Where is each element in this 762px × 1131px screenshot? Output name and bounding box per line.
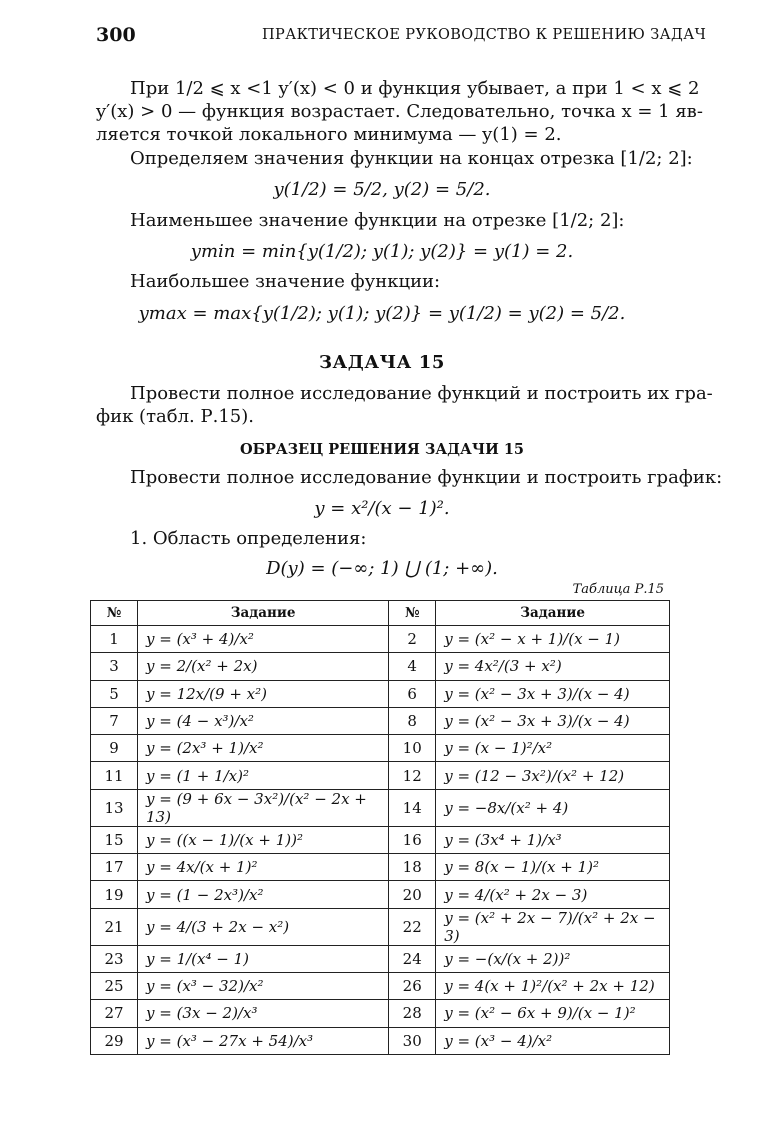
task-function-cell: y = 4(x + 1)²/(x² + 2x + 12) [436, 972, 670, 999]
paragraph-line: ляется точкой локального минимума — y(1) = 2. [96, 124, 562, 145]
task-number-cell: 24 [389, 945, 436, 972]
section-heading: ЗАДАЧА 15 [318, 352, 446, 373]
task-function-cell: y = (12 − 3x²)/(x² + 12) [436, 762, 670, 789]
task-function-cell: y = 1/(x⁴ − 1) [138, 945, 389, 972]
task-function-cell: y = (4 − x³)/x² [138, 707, 389, 734]
task-function-cell: y = 4/(3 + 2x − x²) [138, 908, 389, 945]
table-row [91, 854, 670, 881]
task-number-cell: 7 [91, 707, 138, 734]
task-number-cell: 28 [389, 1000, 436, 1027]
column-header-task: Задание [436, 601, 670, 626]
task-number-cell: 10 [389, 735, 436, 762]
table-header-row [91, 601, 670, 626]
task-function-cell: y = 4x²/(3 + x²) [436, 653, 670, 680]
task-number-cell: 1 [91, 626, 138, 653]
task-number-cell: 19 [91, 881, 138, 908]
task-function-cell: y = (9 + 6x − 3x²)/(x² − 2x + 13) [138, 789, 389, 826]
column-header-task: Задание [138, 601, 389, 626]
table-row [91, 1000, 670, 1027]
task-number-cell: 14 [389, 789, 436, 826]
task-function-cell: y = (x² − 6x + 9)/(x − 1)² [436, 1000, 670, 1027]
task-function-cell: y = (x³ − 32)/x² [138, 972, 389, 999]
paragraph-line: фик (табл. Р.15). [96, 406, 254, 427]
table-row [91, 945, 670, 972]
task-number-cell: 21 [91, 908, 138, 945]
table-row [91, 881, 670, 908]
task-number-cell: 20 [389, 881, 436, 908]
task-function-cell: y = (x² − x + 1)/(x − 1) [436, 626, 670, 653]
formula: ymin = min{y(1/2); y(1); y(2)} = y(1) = 2. [190, 241, 574, 262]
task-function-cell: y = 8(x − 1)/(x + 1)² [436, 854, 670, 881]
task-function-cell: y = (x − 1)²/x² [436, 735, 670, 762]
running-title: ПРАКТИЧЕСКОЕ РУКОВОДСТВО К РЕШЕНИЮ ЗАДАЧ [262, 27, 707, 43]
task-function-cell: y = 2/(x² + 2x) [138, 653, 389, 680]
task-number-cell: 15 [91, 826, 138, 853]
task-function-cell: y = (x³ + 4)/x² [138, 626, 389, 653]
task-function-cell: y = 4x/(x + 1)² [138, 854, 389, 881]
task-number-cell: 25 [91, 972, 138, 999]
paragraph-line: Наименьшее значение функции на отрезке [1/2; 2]: [130, 210, 625, 231]
task-number-cell: 29 [91, 1027, 138, 1054]
task-number-cell: 12 [389, 762, 436, 789]
task-function-cell: y = (x² − 3x + 3)/(x − 4) [436, 707, 670, 734]
task-number-cell: 16 [389, 826, 436, 853]
task-number-cell: 23 [91, 945, 138, 972]
table-caption: Таблица Р.15 [572, 582, 664, 597]
list-item: 1. Область определения: [130, 528, 367, 549]
table-row [91, 680, 670, 707]
table-row [91, 826, 670, 853]
task-number-cell: 26 [389, 972, 436, 999]
task-function-cell: y = (2x³ + 1)/x² [138, 735, 389, 762]
subsection-heading: ОБРАЗЕЦ РЕШЕНИЯ ЗАДАЧИ 15 [239, 441, 525, 458]
task-function-cell: y = (x² + 2x − 7)/(x² + 2x − 3) [436, 908, 670, 945]
task-function-cell: y = (3x⁴ + 1)/x³ [436, 826, 670, 853]
task-function-cell: y = −(x/(x + 2))² [436, 945, 670, 972]
table-row [91, 1027, 670, 1054]
task-number-cell: 11 [91, 762, 138, 789]
task-function-cell: y = (x³ − 4)/x² [436, 1027, 670, 1054]
task-number-cell: 27 [91, 1000, 138, 1027]
task-number-cell: 13 [91, 789, 138, 826]
tasks-table [90, 600, 670, 1055]
task-number-cell: 5 [91, 680, 138, 707]
paragraph-line: y′(x) > 0 — функция возрастает. Следовательно, точка x = 1 яв- [96, 101, 703, 122]
task-function-cell: y = ((x − 1)/(x + 1))² [138, 826, 389, 853]
page-number: 300 [96, 24, 136, 46]
formula: ymax = max{y(1/2); y(1); y(2)} = y(1/2) = y(2) = 5/2. [138, 303, 626, 324]
task-function-cell: y = (3x − 2)/x³ [138, 1000, 389, 1027]
task-number-cell: 6 [389, 680, 436, 707]
task-function-cell: y = 4/(x² + 2x − 3) [436, 881, 670, 908]
paragraph-line: Провести полное исследование функции и построить график: [130, 467, 723, 488]
table-row [91, 707, 670, 734]
task-function-cell: y = (1 + 1/x)² [138, 762, 389, 789]
task-number-cell: 22 [389, 908, 436, 945]
table-row [91, 653, 670, 680]
paragraph-line: Наибольшее значение функции: [130, 271, 441, 292]
table-row [91, 735, 670, 762]
formula: D(y) = (−∞; 1) ⋃ (1; +∞). [266, 558, 498, 579]
formula: y(1/2) = 5/2, y(2) = 5/2. [273, 179, 491, 200]
task-number-cell: 4 [389, 653, 436, 680]
task-function-cell: y = (1 − 2x³)/x² [138, 881, 389, 908]
task-number-cell: 18 [389, 854, 436, 881]
task-function-cell: y = −8x/(x² + 4) [436, 789, 670, 826]
table-row [91, 762, 670, 789]
task-number-cell: 8 [389, 707, 436, 734]
task-function-cell: y = (x² − 3x + 3)/(x − 4) [436, 680, 670, 707]
task-number-cell: 30 [389, 1027, 436, 1054]
column-header-num: № [91, 601, 138, 626]
paragraph-line: Определяем значения функции на концах отрезка [1/2; 2]: [130, 148, 693, 169]
task-number-cell: 9 [91, 735, 138, 762]
paragraph-line: При 1/2 ⩽ x <1 y′(x) < 0 и функция убывает, а при 1 < x ⩽ 2 [130, 78, 700, 99]
paragraph-line: Провести полное исследование функций и построить их гра- [130, 383, 713, 404]
task-function-cell: y = (x³ − 27x + 54)/x³ [138, 1027, 389, 1054]
task-function-cell: y = 12x/(9 + x²) [138, 680, 389, 707]
task-number-cell: 3 [91, 653, 138, 680]
column-header-num: № [389, 601, 436, 626]
task-number-cell: 2 [389, 626, 436, 653]
formula: y = x²/(x − 1)². [314, 498, 450, 519]
task-number-cell: 17 [91, 854, 138, 881]
table-row [91, 972, 670, 999]
table-row [91, 908, 670, 945]
table-row [91, 789, 670, 826]
table-row [91, 626, 670, 653]
